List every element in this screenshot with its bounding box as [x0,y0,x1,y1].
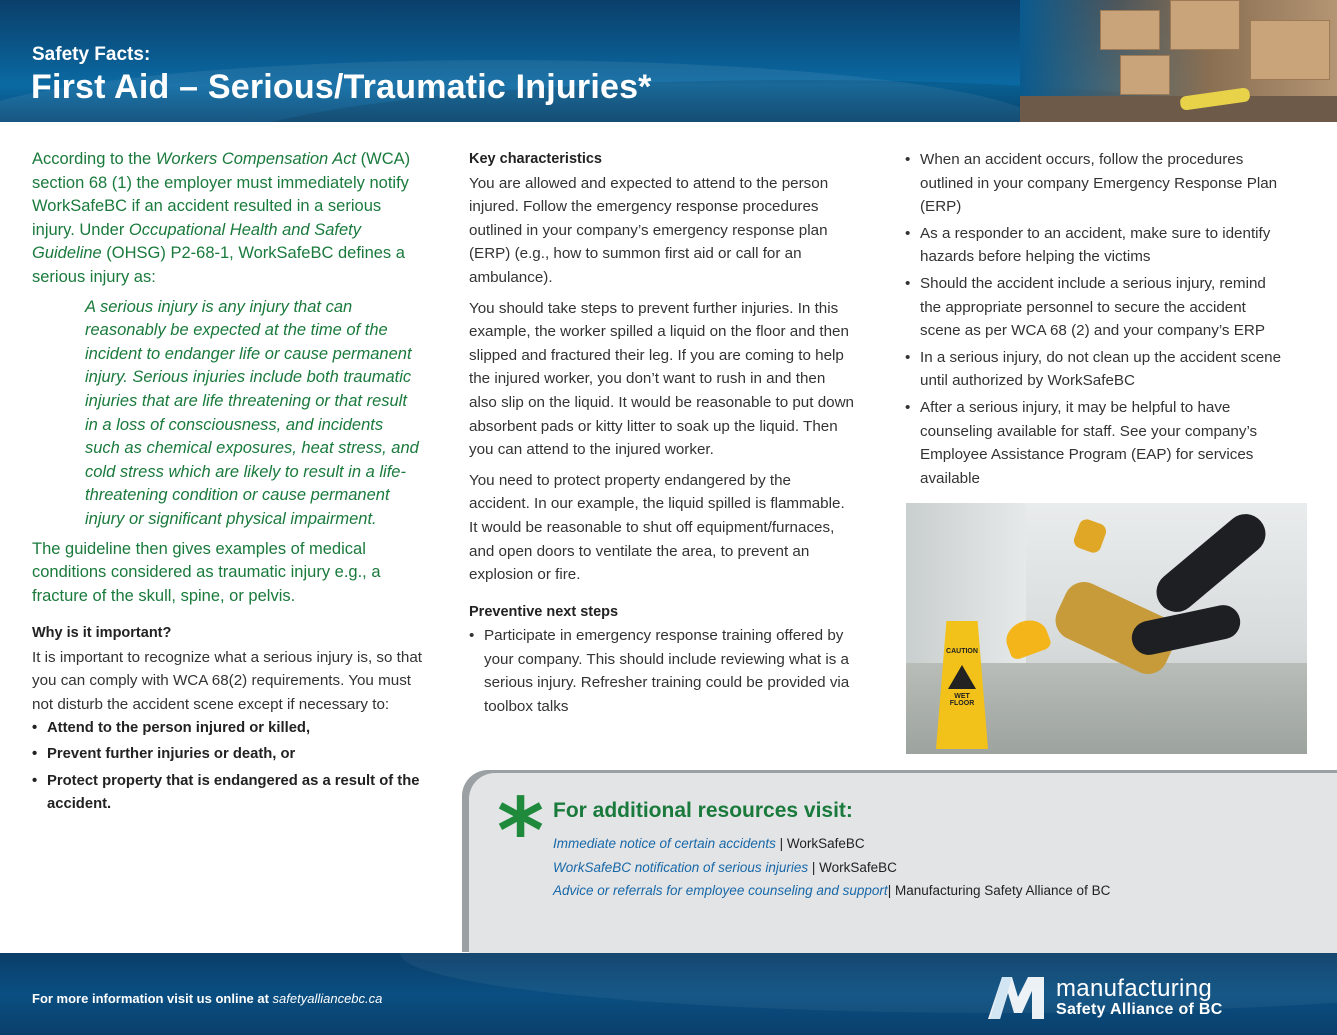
glove-icon [1072,517,1109,555]
separator: | [775,836,787,851]
why-text: It is important to recognize what a serious injury is, so that you can comply with WCA 68(2) requirements. You must not disturb the accident scene except if necessary to: [32,648,422,714]
intro-text: According to the [32,150,156,168]
key-heading: Key characteristics [469,151,602,167]
header-warehouse-photo [1020,0,1337,122]
list-item: • Protect property that is endangered as a result of the accident. [32,770,422,817]
why-heading: Why is it important? [32,625,172,642]
alliance-logo-icon [988,977,1046,1019]
intro-text: (OHSG) P2-68-1, WorkSafeBC defines a serious injury as: [32,244,405,286]
resource-source: WorkSafeBC [819,859,897,875]
warning-triangle-icon [948,665,976,689]
column-definition [32,148,422,820]
resource-link-accident-notice[interactable]: Immediate notice of certain accidents [553,836,776,851]
resource-link-serious-injuries[interactable]: WorkSafeBC notification of serious injuries [553,859,809,875]
procedures-bullet-list [905,148,1290,490]
preventive-heading: Preventive next steps [469,603,619,620]
intro-text: (WCA) section 68 (1) the employer must immediately notify WorkSafeBC if an accident resulted in a serious injury. Under [32,150,411,239]
resource-link-counseling[interactable]: Advice or referrals for employee counseling and support [553,883,888,898]
resources-box [469,773,1337,953]
warehouse-box [1170,0,1240,50]
page-title: First Aid – Serious/Traumatic Injuries* [31,68,652,106]
resource-row [553,856,1110,880]
falling-worker-leg [1148,506,1273,620]
list-item: • As a responder to an accident, make sure to identify hazards before helping the victims [905,222,1290,269]
list-item: • In a serious injury, do not clean up the accident scene until authorized by WorkSafeBC [905,346,1290,393]
list-item: • After a serious injury, it may be helpful to have counseling available for staff. See your company’s Employee Assistance Program (EAP) for services available [905,396,1290,490]
sign-caution-text: CAUTION [946,648,978,655]
column-procedures [905,148,1290,493]
list-item: • Participate in emergency response training offered by your company. This should include reviewing what is a serious injury. Refresher training could be provided via toolbox talks [469,624,854,718]
resource-source: Manufacturing Safety Alliance of BC [894,883,1111,898]
footer-more-info [32,991,382,1006]
why-section [32,622,422,817]
guideline-name: Occupational Health and Safety Guideline [32,220,361,263]
act-name: Workers Compensation Act [155,150,357,168]
preventive-bullet-list [469,624,854,718]
brand-name-line1: manufacturing [1056,975,1212,1002]
more-info-label: For more information visit us online at [32,991,273,1006]
column-characteristics [469,148,854,722]
resource-source: WorkSafeBC [786,836,865,851]
resources-title: For additional resources visit: [553,799,853,822]
paragraph: You need to protect property endangered by the accident. In our example, the liquid spilled is flammable. It would be reasonable to shut off equipment/furnaces, and open doors to ventilate the area, to prevent an explosion or fire. [469,471,845,584]
resource-row [553,832,1110,856]
website-link[interactable]: safetyalliancebc.ca [272,991,383,1006]
separator: | [887,883,895,898]
list-item: • Should the accident include a serious injury, remind the appropriate personnel to secure the accident scene as per WCA 68 (2) and your company’s ERP [905,272,1290,343]
why-bullet-list [32,717,422,817]
brand-name-line2: Safety Alliance of BC [1056,1001,1223,1018]
guideline-examples: The guideline then gives examples of medical conditions considered as traumatic injury e.g., a fracture of the skull, spine, or pelvis. [32,539,381,605]
resource-links [553,832,1110,903]
paragraph: You should take steps to prevent further injuries. In this example, the worker spilled a liquid on the floor and then slipped and fractured their leg. If you are coming to help the injured worker, you don’t want to rush in and then also slip on the liquid. It would be reasonable to put down absorbent pads or kitty litter to soak up the liquid. Then you can attend to the injured worker. [469,299,855,459]
header-kicker: Safety Facts: [32,44,151,65]
warehouse-box [1250,20,1330,80]
list-item: • Prevent further injuries or death, or [32,743,422,767]
warehouse-box [1100,10,1160,50]
page-header [0,0,1337,122]
intro-paragraph [32,148,422,290]
definition-quote: A serious injury is any injury that can reasonably be expected at the time of the incident to endanger life or cause permanent injury. Serious injuries include both traumatic injuries that are life threatening or that result in a loss of consciousness, and incidents such as chemical exposures, heat stress, and cold stress which are likely to result in a life-threatening condition or cause permanent injury or significant physical impairment. [85,297,419,528]
list-item: • When an accident occurs, follow the procedures outlined in your company Emergency Response Plan (ERP) [905,148,1290,219]
paragraph: You are allowed and expected to attend to the person injured. Follow the emergency response procedures outlined in your company’s emergency response plan (ERP) (e.g., how to summon first aid or call for an ambulance). [469,174,829,286]
warehouse-floor [1020,96,1337,122]
sign-wet-floor-text: WET FLOOR [949,693,975,707]
warehouse-box [1120,55,1170,95]
list-item: • Attend to the person injured or killed, [32,717,422,741]
page-footer [0,953,1337,1035]
wet-floor-sign-text [942,648,982,655]
slip-and-fall-photo [906,503,1307,754]
resource-row [553,879,1110,903]
separator: | [808,859,820,875]
asterisk-icon: * [497,779,545,884]
